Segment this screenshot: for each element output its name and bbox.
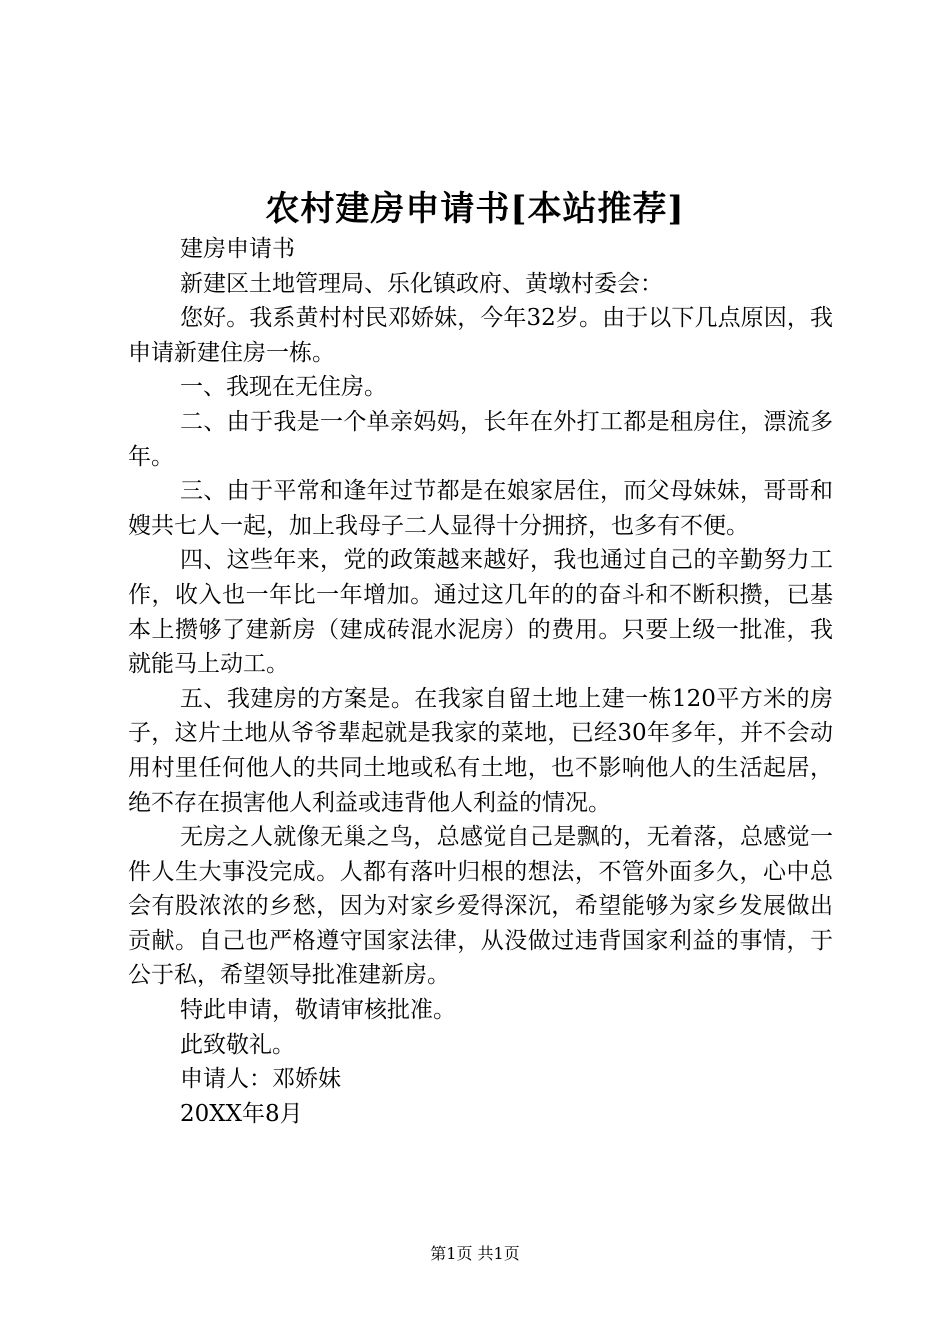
- paragraph-applicant: 申请人：邓娇妹: [180, 1066, 341, 1093]
- paragraph-request: 特此申请，敬请审核批准。: [180, 997, 456, 1024]
- paragraph-closing-argument: 无房之人就像无巢之鸟，总感觉自己是飘的，无着落，总感觉一件人生大事没完成。人都有落叶归根的想法，不管外面多久，心中总会有股浓浓的乡愁，因为对家乡爱得深沉，希望能够为家乡发展做出贡献。自己也严格遵守国家法律，从没做过违背国家利益的事情，于公于私，希望领导批准建新房。: [128, 824, 833, 989]
- document-body: [128, 232, 833, 1131]
- document-title: 农村建房申请书[本站推荐]: [265, 189, 685, 229]
- paragraph-greeting: 您好。我系黄村村民邓娇妹，今年32岁。由于以下几点原因，我申请新建住房一栋。: [128, 305, 833, 366]
- paragraph-reason-5: 五、我建房的方案是。在我家自留土地上建一栋120平方米的房子，这片土地从爷爷辈起就是我家的菜地，已经30年多年，并不会动用村里任何他人的共同土地或私有土地，也不影响他人的生活起居，绝不存在损害他人利益或违背他人利益的情况。: [128, 685, 833, 816]
- paragraph-salutation: 此致敬礼。: [180, 1031, 295, 1058]
- paragraph-addressee: 新建区土地管理局、乐化镇政府、黄墩村委会：: [180, 270, 663, 297]
- paragraph-reason-1: 一、我现在无住房。: [180, 374, 387, 401]
- page-footer: 第1页 共1页: [430, 1244, 520, 1263]
- paragraph-heading: 建房申请书: [180, 236, 295, 262]
- paragraph-reason-2: 二、由于我是一个单亲妈妈，长年在外打工都是租房住，漂流多年。: [128, 408, 833, 470]
- paragraph-date: 20XX年8月: [180, 1100, 303, 1127]
- paragraph-reason-3: 三、由于平常和逢年过节都是在娘家居住，而父母妹妹，哥哥和嫂共七人一起，加上我母子二人显得十分拥挤，也多有不便。: [128, 478, 833, 539]
- paragraph-reason-4: 四、这些年来，党的政策越来越好，我也通过自己的辛勤努力工作，收入也一年比一年增加。通过这几年的的奋斗和不断积攒，已基本上攒够了建新房（建成砖混水泥房）的费用。只要上级一批准，我就能马上动工。: [128, 547, 833, 678]
